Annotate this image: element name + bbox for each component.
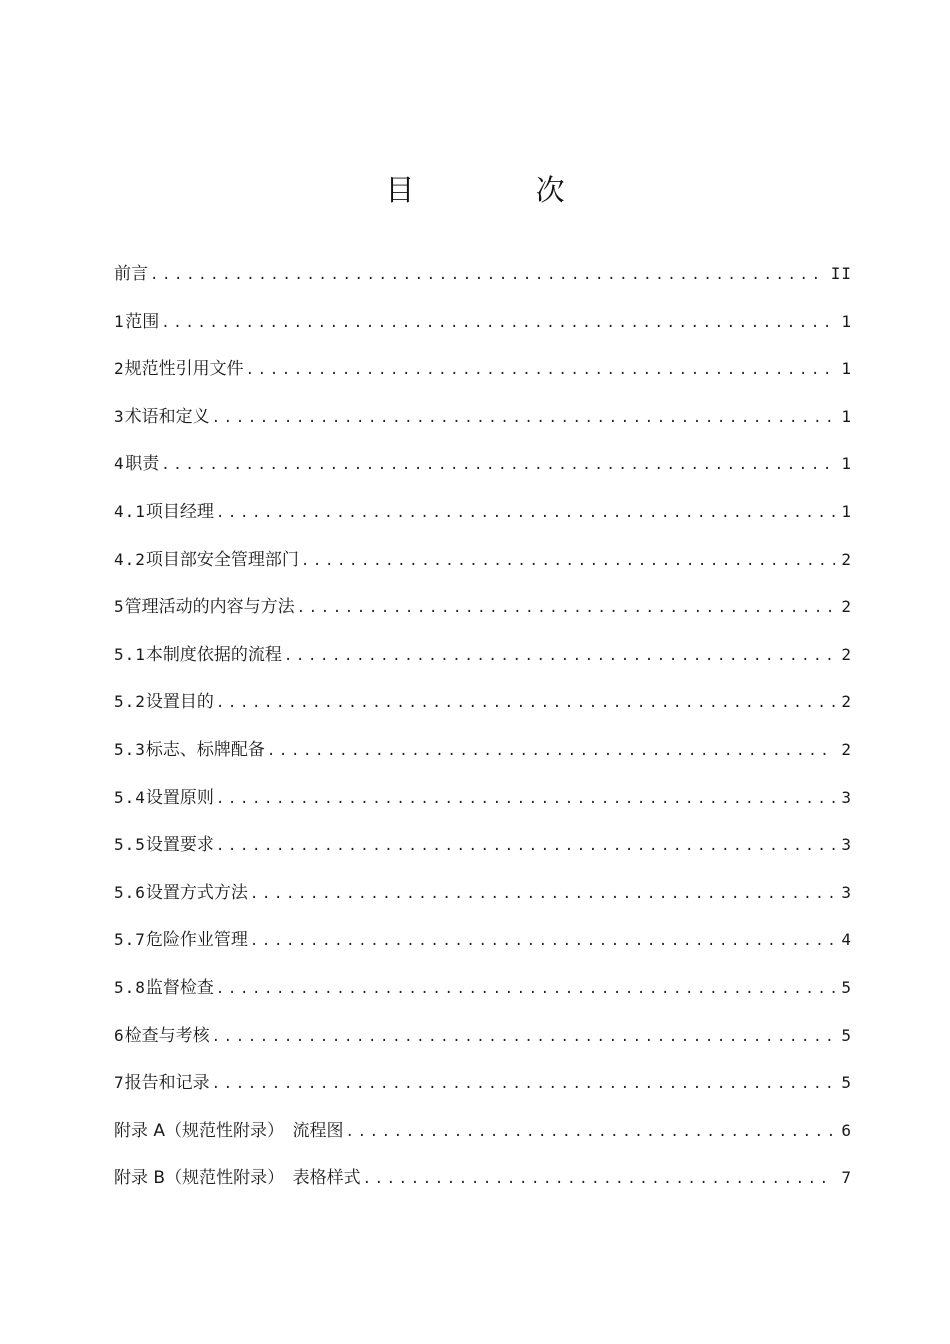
toc-entry-number: 5.4 [114,787,146,807]
toc-entry-page: 5 [841,1073,852,1093]
dot-leader [216,776,835,824]
toc-entry-number: 4.2 [114,549,146,569]
toc-entry-number: 4 [114,454,125,474]
dot-leader [346,1109,836,1157]
toc-entry-page: 3 [841,882,852,902]
dot-leader [150,252,825,300]
toc-entry-number: 5.6 [114,882,146,902]
toc-entry-number: 3 [114,406,125,426]
dot-leader [212,1014,836,1062]
toc-entry-number: 5.7 [114,930,146,950]
toc-entry-title: 职责 [125,454,160,475]
dot-leader [216,823,835,871]
dot-leader [212,1061,836,1109]
toc-entry-title: 本制度依据的流程 [145,644,282,665]
toc-entry-page: 2 [841,692,852,712]
dot-leader [284,633,835,681]
dot-leader [267,728,835,776]
toc-entry-5[interactable] [114,583,852,631]
dot-leader [216,490,835,538]
toc-entry-page: 1 [841,501,852,521]
toc-entry-title: 报告和记录 [124,1073,210,1094]
toc-entry-page: 3 [841,787,852,807]
toc-entry-title: 标志、标牌配备 [145,739,265,760]
toc-entry-title: 范围 [125,311,160,332]
toc-entry-5-6[interactable] [114,869,852,917]
toc-entry-number: 1 [114,311,125,331]
dot-leader [250,918,835,966]
toc-entry-title: 前言 [114,264,148,284]
toc-entry-4-1[interactable] [114,488,852,536]
toc-entry-5-4[interactable] [114,774,852,822]
dot-leader [250,871,835,919]
toc-entry-4-2[interactable] [114,536,852,584]
toc-entry-page: II [830,264,852,283]
toc-entry-page: 1 [841,406,852,426]
toc-entry-page: 2 [841,597,852,617]
toc-entry-number: 5.3 [114,739,146,759]
dot-leader [301,538,835,586]
toc-entry-1[interactable] [114,298,852,346]
dot-leader [161,442,835,490]
toc-entry-5-8[interactable] [114,964,852,1012]
toc-entry-page: 4 [841,930,852,950]
dot-leader [212,395,836,443]
toc-entry-page: 2 [841,644,852,664]
toc-entry-number: 5.5 [114,835,146,855]
dot-leader [297,585,836,633]
toc-entry-number: 4.1 [114,501,146,521]
toc-entry-number: 5 [114,597,125,617]
toc-entry-page: 3 [841,835,852,855]
toc-entry-title: 检查与考核 [124,1025,210,1046]
toc-entry-2[interactable] [114,345,852,393]
toc-entry-title: 项目部安全管理部门 [145,549,299,570]
toc-entry-3[interactable] [114,393,852,441]
toc-entry-number: 5.2 [114,692,146,712]
toc-entry-page: 6 [841,1120,852,1140]
toc-entry-title: 危险作业管理 [145,930,248,951]
toc-entry-title: 设置方式方法 [145,882,248,903]
toc-entry-foreword[interactable] [114,250,852,298]
toc-entry-4[interactable] [114,440,852,488]
toc-entry-number: 6 [114,1025,125,1045]
toc-entry-5-7[interactable] [114,916,852,964]
toc-entry-number: 2 [114,359,125,379]
toc-entry-page: 1 [841,359,852,379]
toc-entry-title: 项目经理 [145,501,214,522]
toc-entry-page: 1 [841,311,852,331]
toc-entry-appendix-b[interactable] [114,1154,852,1202]
toc-entry-5-2[interactable] [114,678,852,726]
toc-entry-appendix-a[interactable] [114,1107,852,1155]
toc-entry-5-5[interactable] [114,821,852,869]
dot-leader [363,1156,836,1204]
dot-leader [161,300,835,348]
toc-entry-title: 术语和定义 [124,406,210,427]
toc-entry-title: 附录 B（规范性附录） 表格样式 [114,1168,361,1189]
toc-entry-title: 设置原则 [145,787,214,808]
table-of-contents [114,250,852,1202]
toc-entry-page: 7 [841,1168,852,1188]
toc-entry-6[interactable] [114,1012,852,1060]
toc-entry-number: 5.8 [114,977,146,997]
toc-entry-page: 2 [841,739,852,759]
toc-entry-7[interactable] [114,1059,852,1107]
toc-entry-title: 设置目的 [145,692,214,713]
dot-leader [216,680,835,728]
toc-entry-page: 1 [841,454,852,474]
dot-leader [216,966,835,1014]
toc-entry-title: 附录 A（规范性附录） 流程图 [114,1120,344,1141]
toc-entry-page: 5 [841,977,852,997]
dot-leader [246,347,836,395]
toc-entry-page: 5 [841,1025,852,1045]
toc-entry-number: 5.1 [114,644,146,664]
toc-entry-title: 规范性引用文件 [124,359,244,380]
page-title: 目 次 [385,173,621,207]
toc-entry-number: 7 [114,1073,125,1093]
toc-entry-title: 监督检查 [145,977,214,998]
toc-entry-title: 设置要求 [145,835,214,856]
toc-entry-title: 管理活动的内容与方法 [124,597,295,618]
toc-entry-5-1[interactable] [114,631,852,679]
toc-entry-5-3[interactable] [114,726,852,774]
toc-entry-page: 2 [841,549,852,569]
